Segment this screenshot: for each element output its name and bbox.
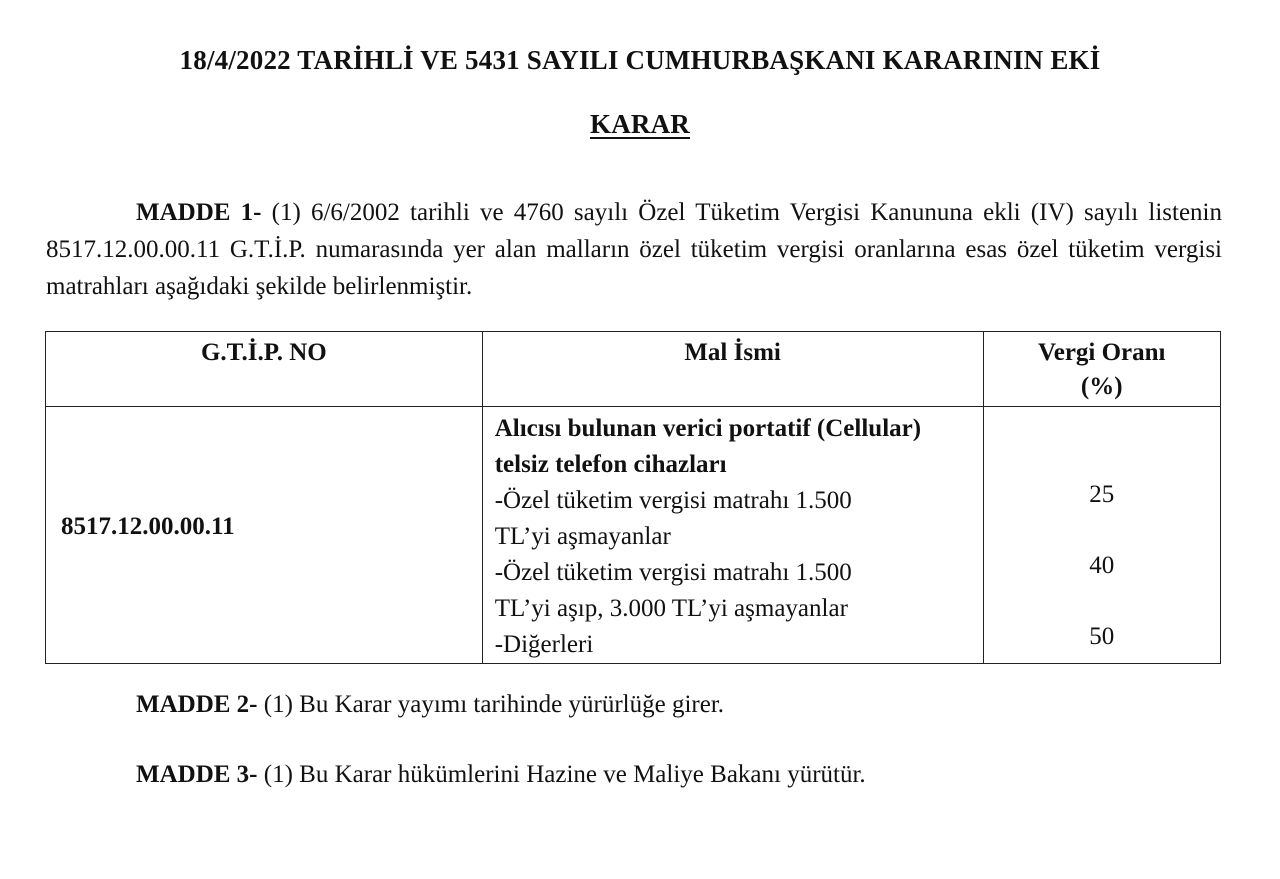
mal-item-line: TL’yi aşıp, 3.000 TL’yi aşmayanlar xyxy=(494,595,848,622)
madde-2-text: (1) Bu Karar yayımı tarihinde yürürlüğe girer. xyxy=(257,691,725,718)
madde-3-paragraph xyxy=(136,761,866,789)
header-vergi-orani-label: Vergi Oranı (%) xyxy=(1037,339,1166,400)
mal-item-line: -Özel tüketim vergisi matrahı 1.500 xyxy=(494,559,852,586)
rate-value: 50 xyxy=(1089,623,1115,650)
madde-1-label: MADDE 1- xyxy=(136,199,262,226)
tax-rate-table xyxy=(45,331,1221,664)
document-title: 18/4/2022 TARİHLİ VE 5431 SAYILI CUMHURBAŞKANI KARARININ EKİ xyxy=(179,45,1101,75)
header-gtip-no: G.T.İ.P. NO xyxy=(46,332,483,407)
mal-heading: Alıcısı bulunan verici portatif (Cellular) telsiz telefon cihazları xyxy=(494,415,922,478)
mal-item-line: -Diğerleri xyxy=(494,631,594,658)
karar-heading: KARAR xyxy=(590,109,690,139)
rate-value: 25 xyxy=(1089,481,1115,508)
madde-3-label: MADDE 3- xyxy=(136,761,258,788)
madde-2-paragraph xyxy=(136,691,724,719)
gtip-number: 8517.12.00.00.11 xyxy=(61,513,235,540)
mal-item-line: TL’yi aşmayanlar xyxy=(494,523,671,550)
madde-1-paragraph xyxy=(46,194,1222,305)
madde-1-text: (1) 6/6/2002 tarihli ve 4760 sayılı Özel Tüketim Vergisi Kanununa ekli (IV) sayılı listenin 8517.12.00.00.11 G.T.İ.P. numarasında yer alan malların özel tüketim vergisi oranlarına esas özel tüketim vergisi matrahları aşağıdaki şekilde belirlenmiştir. xyxy=(46,199,1222,300)
mal-ismi-cell xyxy=(482,407,983,664)
table-header-row xyxy=(46,332,1221,407)
header-vergi-orani xyxy=(983,332,1221,407)
madde-3-text: (1) Bu Karar hükümlerini Hazine ve Maliye Bakanı yürütür. xyxy=(257,761,866,788)
rate-value: 40 xyxy=(1089,552,1115,579)
header-mal-ismi: Mal İsmi xyxy=(482,332,983,407)
madde-2-label: MADDE 2- xyxy=(136,691,258,718)
gtip-cell xyxy=(46,407,483,664)
table-row xyxy=(46,407,1221,664)
mal-item-line: -Özel tüketim vergisi matrahı 1.500 xyxy=(494,487,852,514)
rate-cell xyxy=(983,407,1221,664)
